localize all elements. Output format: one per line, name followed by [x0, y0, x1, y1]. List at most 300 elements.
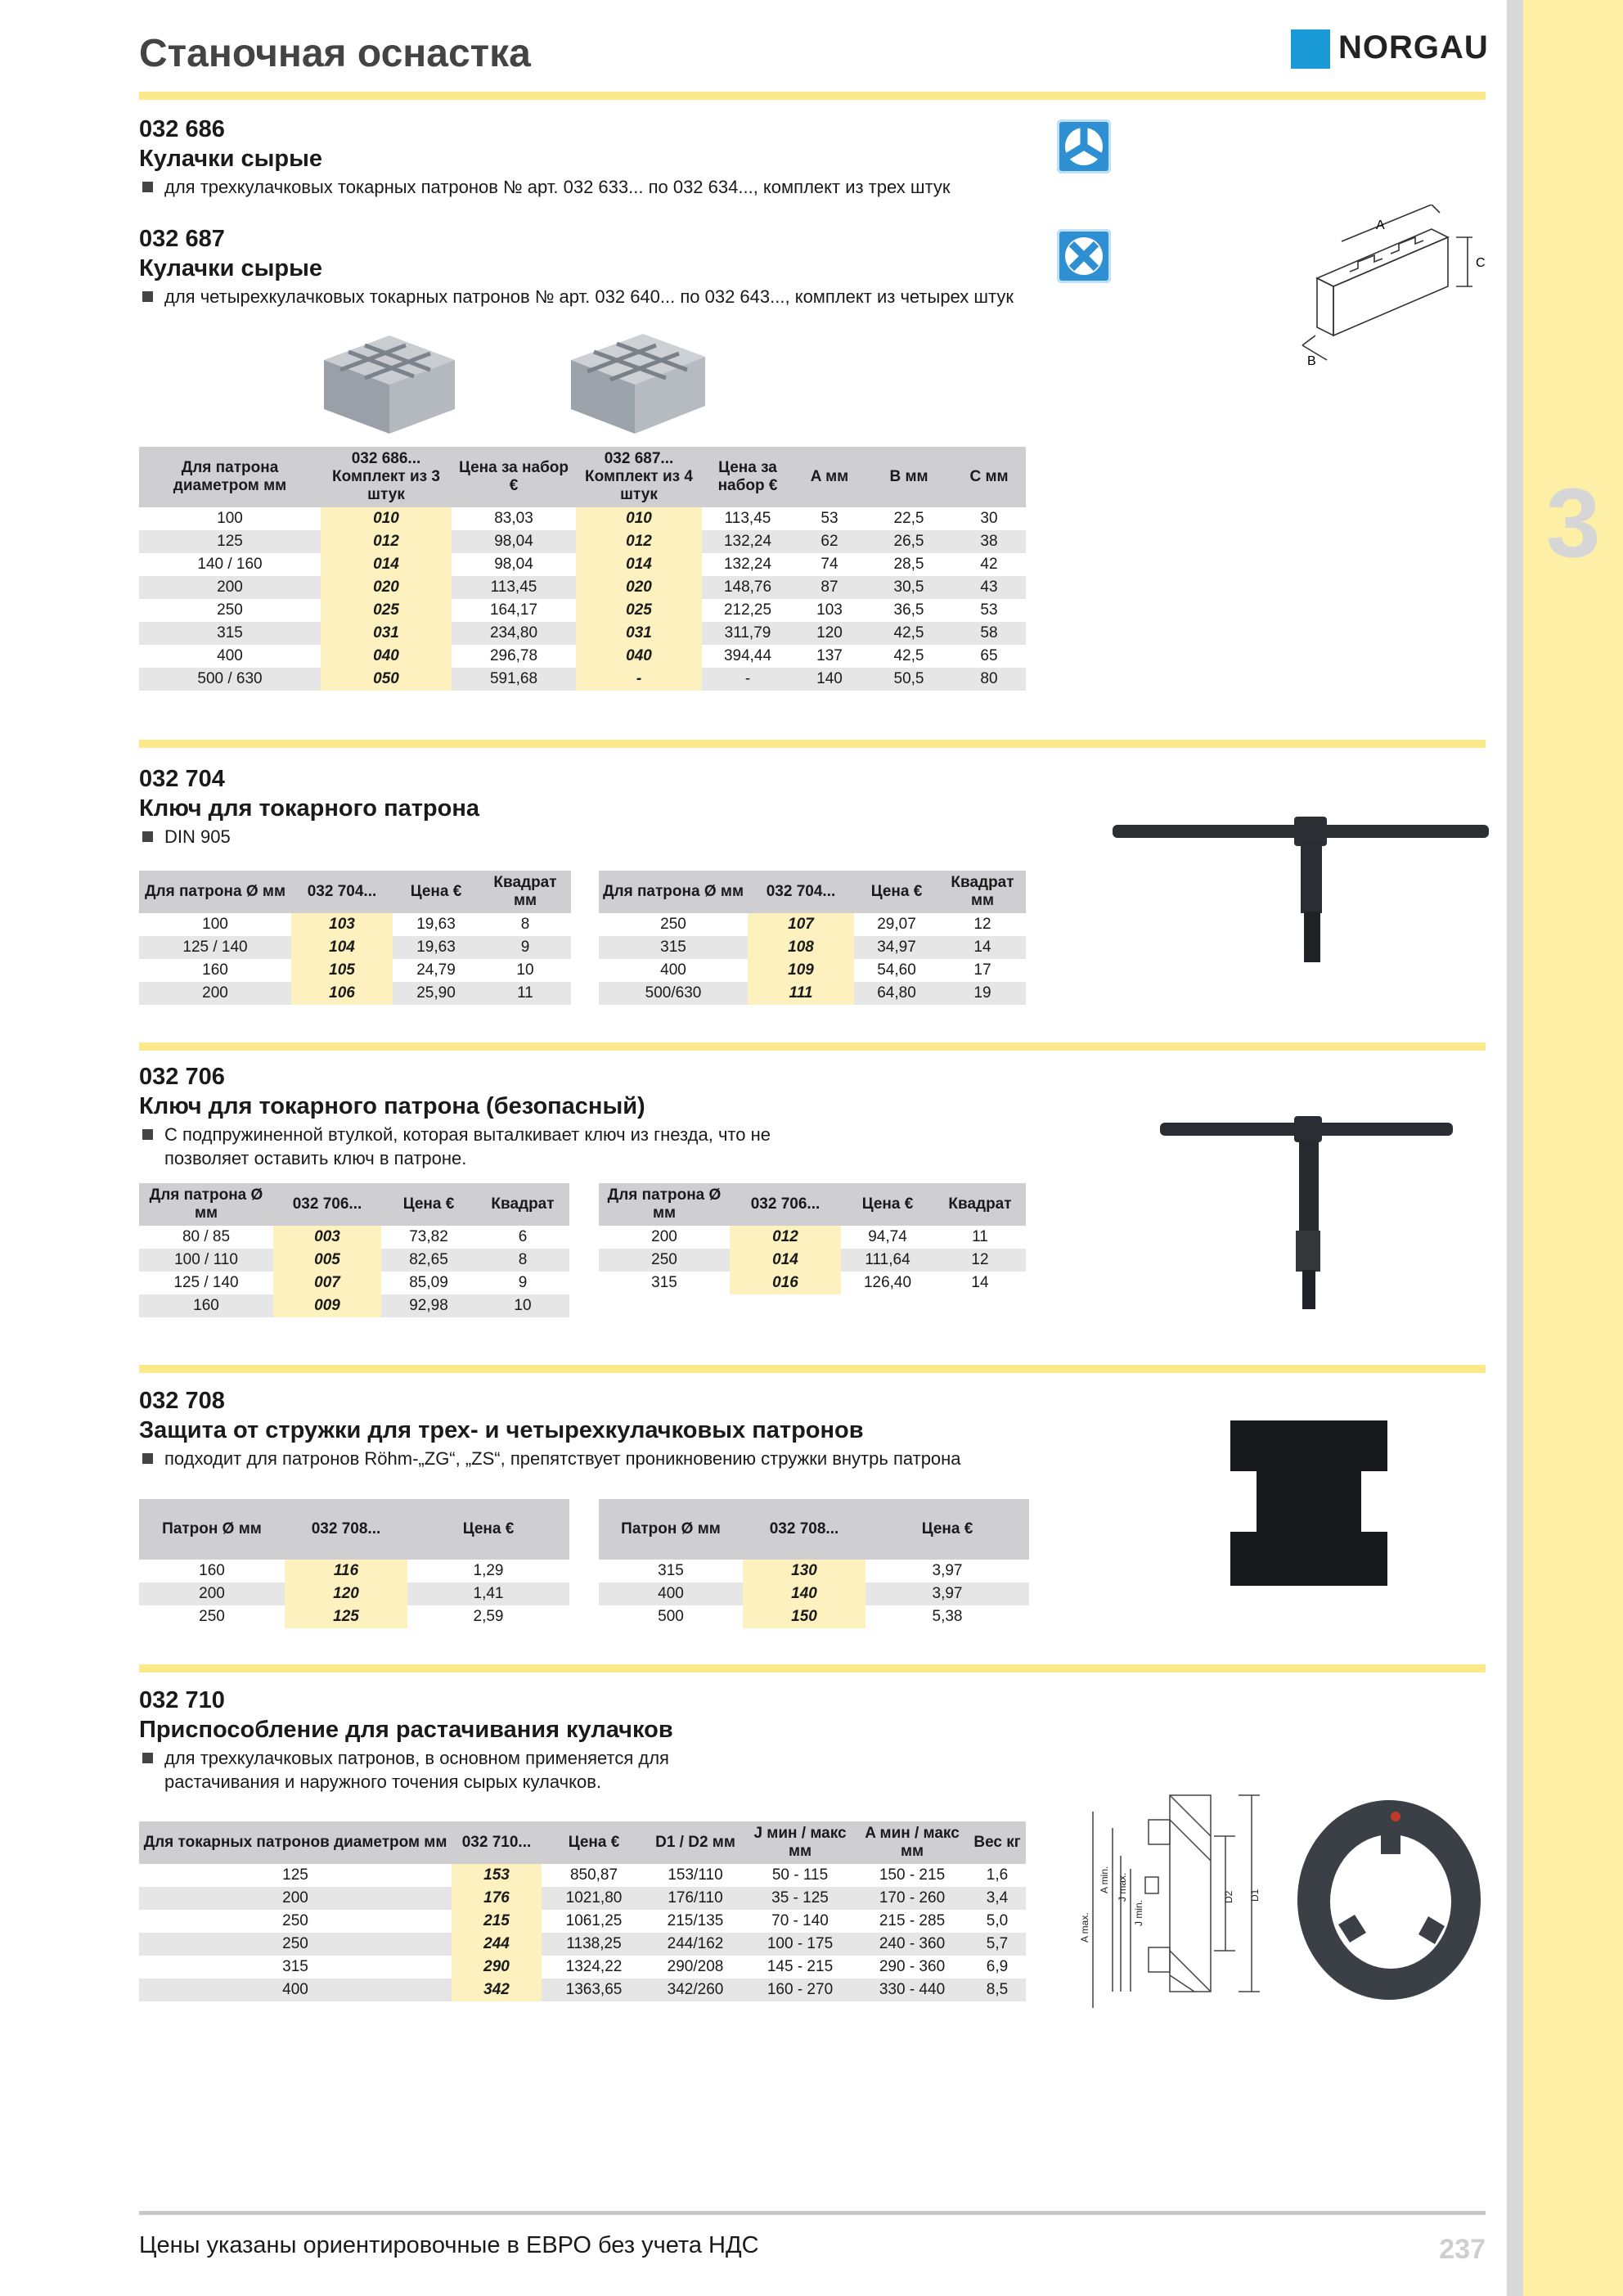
table-cell: 9 [518, 1274, 528, 1291]
col-header: A мм [794, 447, 865, 507]
table-cell: 58 [952, 622, 1026, 645]
table-row [599, 982, 1026, 1005]
boring-ring-table [139, 1821, 1026, 2001]
table-row [599, 1226, 1026, 1249]
order-code-cell: 109 [748, 959, 854, 982]
table-row [139, 1864, 1026, 1887]
table-row [139, 1560, 569, 1582]
table-cell: 400 [139, 1979, 452, 2001]
order-code-cell: 290 [452, 1956, 542, 1979]
col-header: Патрон Ø мм [599, 1499, 743, 1560]
table-cell: 111,64 [841, 1249, 934, 1272]
col-header: Цена € [393, 871, 479, 913]
brand-logo-square [1291, 29, 1330, 69]
order-code-cell: 020 [321, 576, 452, 599]
footer-divider [139, 2211, 1486, 2215]
table-cell: 54,60 [877, 961, 916, 979]
table-row [139, 1272, 569, 1294]
table-cell: 500 [658, 1608, 684, 1625]
chuck-key-photo [1109, 810, 1494, 974]
table-row [599, 1605, 1029, 1628]
order-code-cell: 031 [576, 622, 702, 645]
col-header: Цена € [381, 1183, 476, 1226]
order-code-cell: 020 [576, 576, 702, 599]
table-row [139, 576, 1026, 599]
brand-logo: NORGAU [1338, 29, 1489, 65]
table-cell: 26,5 [865, 530, 952, 553]
order-code-cell: 007 [273, 1272, 381, 1294]
table-cell: 240 - 360 [856, 1933, 969, 1956]
order-code-cell: 107 [748, 913, 854, 936]
table-cell: 160 [139, 1294, 273, 1317]
col-header: 032 686... Комплект из 3 штук [321, 447, 452, 507]
table-cell: 42,5 [893, 647, 924, 664]
order-code-cell: 012 [730, 1226, 841, 1249]
order-code-cell: 014 [576, 553, 702, 576]
diagram-label-j-min: J min. [1133, 1899, 1144, 1926]
col-header: Цена € [841, 1183, 934, 1226]
table-cell: 200 [139, 982, 291, 1005]
table-cell: 30,5 [865, 576, 952, 599]
table-cell: 70 - 140 [771, 1912, 829, 1929]
table-row [139, 1249, 569, 1272]
table-cell: 85,09 [409, 1274, 448, 1291]
table-row [139, 1933, 1026, 1956]
col-header: Для патрона Ø мм [139, 871, 291, 913]
order-code-cell: 130 [743, 1560, 865, 1582]
chuck-key-table-left [139, 871, 571, 1005]
table-row [139, 507, 1026, 530]
table-cell: 3,97 [865, 1582, 1029, 1605]
order-code-cell: 016 [730, 1272, 841, 1294]
table-row [139, 622, 1026, 645]
table-row [599, 936, 1026, 959]
table-cell: 6 [518, 1228, 528, 1245]
table-cell: - [702, 668, 794, 691]
table-row [139, 599, 1026, 622]
chuck-key-table-right [599, 871, 1026, 1005]
table-row [139, 1294, 569, 1317]
order-code-cell: 003 [273, 1226, 381, 1249]
col-header: 032 708... [743, 1499, 865, 1560]
table-cell: 30 [980, 510, 998, 527]
table-row [139, 1956, 1026, 1979]
jaws-table [139, 447, 1026, 691]
order-code-cell: 104 [291, 936, 393, 959]
table-cell: 28,5 [893, 556, 924, 573]
order-code-cell: 176 [452, 1887, 542, 1910]
table-cell: 113,45 [452, 576, 576, 599]
col-header: J мин / макс мм [744, 1821, 856, 1864]
safety-chuck-key-photo [1155, 1113, 1458, 1317]
table-cell: 100 [217, 510, 243, 527]
col-header: Вес кг [969, 1821, 1026, 1864]
table-cell: 315 [651, 1274, 677, 1291]
table-cell: 137 [816, 647, 843, 664]
diagram-label-d1: D1 [1249, 1889, 1261, 1902]
table-cell: 400 [660, 961, 686, 979]
table-cell: 290 - 360 [879, 1958, 946, 1975]
table-cell: 394,44 [723, 647, 772, 664]
table-row [139, 530, 1026, 553]
side-gray-band [1507, 0, 1523, 2296]
order-code-cell: 050 [321, 668, 452, 691]
table-cell: 160 [202, 961, 228, 979]
order-code-cell: 108 [748, 936, 854, 959]
col-header: 032 704... [748, 871, 854, 913]
table-cell: 50,5 [865, 668, 952, 691]
order-code-cell: 140 [743, 1582, 865, 1605]
col-header: 032 706... [273, 1183, 381, 1226]
divider [139, 1365, 1486, 1373]
article-code: 032 687 [139, 226, 225, 252]
order-code-cell: 009 [273, 1294, 381, 1317]
chip-guard-table-left [139, 1499, 569, 1628]
table-row [139, 959, 571, 982]
table-cell: 29,07 [877, 916, 916, 933]
table-cell: 1,41 [407, 1582, 569, 1605]
table-cell: 19,63 [416, 916, 456, 933]
table-cell: 126,40 [863, 1274, 912, 1291]
table-cell: 342/260 [646, 1979, 744, 2001]
safety-key-table-left [139, 1183, 569, 1317]
table-cell: 73,82 [409, 1228, 448, 1245]
table-cell: 100 [202, 916, 228, 933]
table-cell: 24,79 [416, 961, 456, 979]
order-code-cell: 150 [743, 1605, 865, 1628]
table-cell: 145 - 215 [767, 1958, 834, 1975]
table-cell: 1,29 [473, 1562, 504, 1579]
col-header: C мм [952, 447, 1026, 507]
table-cell: 315 [282, 1958, 308, 1975]
table-cell: 400 [217, 647, 243, 664]
table-cell: 125 / 140 [139, 936, 291, 959]
table-cell: 140 [794, 668, 865, 691]
table-cell: 311,79 [702, 622, 794, 645]
col-header: 032 687... Комплект из 4 штук [576, 447, 702, 507]
price-note: Цены указаны ориентировочные в ЕВРО без учета НДС [139, 2232, 759, 2258]
table-row [139, 1226, 569, 1249]
col-header: 032 708... [285, 1499, 407, 1560]
article-code: 032 704 [139, 766, 225, 792]
table-cell: 125 [282, 1866, 308, 1884]
diagram-label-a-max: A max. [1079, 1912, 1090, 1943]
table-cell: 8,5 [969, 1979, 1026, 2001]
article-code: 032 706 [139, 1064, 225, 1090]
safety-key-table-right [599, 1183, 1026, 1294]
soft-jaws-3-photo [316, 327, 463, 442]
table-cell: 94,74 [868, 1228, 907, 1245]
order-code-cell: 040 [321, 645, 452, 668]
order-code-cell: - [576, 668, 702, 691]
table-row [139, 913, 571, 936]
table-cell: 5,7 [969, 1933, 1026, 1956]
table-cell: 250 [660, 916, 686, 933]
table-cell: 43 [952, 576, 1026, 599]
col-header: Цена € [854, 871, 939, 913]
col-header: 032 704... [291, 871, 393, 913]
diagram-label-d2: D2 [1223, 1890, 1234, 1903]
table-cell: 5,38 [932, 1608, 963, 1625]
table-cell: 160 - 270 [744, 1979, 856, 2001]
table-cell: 12 [934, 1249, 1026, 1272]
table-cell: 9 [479, 936, 571, 959]
side-chapter-band [1523, 0, 1623, 2296]
dimension-label-b: B [1307, 354, 1316, 368]
col-header: B мм [865, 447, 952, 507]
col-header: Для токарных патронов диаметром мм [139, 1821, 452, 1864]
order-code-cell: 014 [730, 1249, 841, 1272]
table-row [139, 645, 1026, 668]
order-code-cell: 012 [576, 530, 702, 553]
table-cell: 148,76 [702, 576, 794, 599]
product-title: Кулачки сырые [139, 255, 323, 281]
table-cell: 164,17 [489, 601, 538, 619]
table-cell: 11 [479, 982, 571, 1005]
table-cell: 14 [971, 1274, 989, 1291]
table-row [599, 1272, 1026, 1294]
order-code-cell: 153 [452, 1864, 542, 1887]
col-header: Цена € [865, 1499, 1029, 1560]
table-cell: 92,98 [381, 1294, 476, 1317]
table-cell: 25,90 [393, 982, 479, 1005]
col-header: 032 710... [452, 1821, 542, 1864]
order-code-cell: 010 [321, 507, 452, 530]
table-cell: 1,6 [986, 1866, 1009, 1884]
page-number: 237 [1439, 2234, 1486, 2265]
col-header: Патрон Ø мм [139, 1499, 285, 1560]
product-title: Кулачки сырые [139, 146, 323, 172]
table-cell: 80 / 85 [182, 1228, 231, 1245]
table-row [599, 913, 1026, 936]
table-cell: 3,97 [932, 1562, 963, 1579]
table-cell: 125 / 140 [173, 1274, 239, 1291]
table-cell: 8 [476, 1249, 569, 1272]
table-cell: 200 [139, 1887, 452, 1910]
table-cell: 500/630 [599, 982, 748, 1005]
table-cell: 42,5 [865, 622, 952, 645]
table-row [599, 1582, 1029, 1605]
table-cell: 120 [794, 622, 865, 645]
table-cell: 103 [816, 601, 843, 619]
table-cell: 19,63 [393, 936, 479, 959]
order-code-cell: 005 [273, 1249, 381, 1272]
table-row [599, 959, 1026, 982]
divider [139, 740, 1486, 748]
product-title: Приспособление для растачивания кулачков [139, 1717, 673, 1743]
table-cell: 250 [199, 1608, 225, 1625]
table-cell: 11 [972, 1228, 988, 1245]
table-cell: 315 [658, 1562, 684, 1579]
chapter-number: 3 [1545, 468, 1601, 578]
table-cell: 591,68 [452, 668, 576, 691]
product-title: Ключ для токарного патрона [139, 795, 479, 822]
col-header: Для патрона Ø мм [139, 1183, 273, 1226]
table-cell: 176/110 [646, 1887, 744, 1910]
table-cell: 14 [939, 936, 1026, 959]
table-cell: 170 - 260 [856, 1887, 969, 1910]
product-title: Ключ для токарного патрона (безопасный) [139, 1093, 645, 1119]
table-cell: 36,5 [893, 601, 924, 619]
product-description: для трехкулачковых токарных патронов № арт. 032 633... по 032 634..., комплект из трех штук [142, 175, 950, 199]
article-code: 032 686 [139, 116, 225, 142]
table-cell: 330 - 440 [856, 1979, 969, 2001]
order-code-cell: 106 [291, 982, 393, 1005]
order-code-cell: 105 [291, 959, 393, 982]
table-cell: 200 [139, 576, 321, 599]
table-cell: 22,5 [893, 510, 924, 527]
table-cell: 212,25 [723, 601, 772, 619]
table-cell: 6,9 [986, 1958, 1009, 1975]
table-cell: 250 [282, 1912, 308, 1929]
order-code-cell: 103 [291, 913, 393, 936]
table-row [139, 1605, 569, 1628]
col-header: Квадрат мм [479, 871, 571, 913]
product-description: DIN 905 [142, 825, 231, 849]
table-cell: 98,04 [494, 556, 533, 573]
table-cell: 500 / 630 [139, 668, 321, 691]
table-row [139, 553, 1026, 576]
col-header: Для патрона Ø мм [599, 1183, 730, 1226]
soft-jaws-4-photo [564, 324, 712, 442]
table-cell: 12 [973, 916, 991, 933]
product-description: для четырехкулачковых токарных патронов № арт. 032 640... по 032 643..., комплект из четырех штук [142, 285, 1014, 308]
table-cell: 35 - 125 [744, 1887, 856, 1910]
col-header: Квадрат [476, 1183, 569, 1226]
product-description: для трехкулачковых патронов, в основном применяется для растачивания и наружного точения сырых кулачков. [142, 1746, 669, 1794]
table-row [599, 1249, 1026, 1272]
order-code-cell: 025 [321, 599, 452, 622]
order-code-cell: 012 [321, 530, 452, 553]
article-code: 032 710 [139, 1687, 225, 1713]
table-cell: 1061,25 [565, 1912, 623, 1929]
table-cell: 19 [939, 982, 1026, 1005]
table-cell: 234,80 [452, 622, 576, 645]
table-cell: 38 [952, 530, 1026, 553]
order-code-cell: 120 [285, 1582, 407, 1605]
col-header: Цена € [407, 1499, 569, 1560]
table-cell: 42 [980, 556, 998, 573]
table-cell: 250 [599, 1249, 730, 1272]
table-cell: 1138,25 [542, 1933, 646, 1956]
page-title: Станочная оснастка [139, 32, 531, 75]
table-cell: 98,04 [452, 530, 576, 553]
table-cell: 65 [980, 647, 998, 664]
table-cell: 1363,65 [542, 1979, 646, 2001]
table-cell: 244/162 [646, 1933, 744, 1956]
table-cell: 290/208 [667, 1958, 724, 1975]
table-cell: 250 [139, 1933, 452, 1956]
table-cell: 64,80 [854, 982, 939, 1005]
order-code-cell: 125 [285, 1605, 407, 1628]
table-cell: 82,65 [381, 1249, 476, 1272]
table-row [139, 1910, 1026, 1933]
diagram-label-j-max: J max. [1117, 1872, 1128, 1902]
table-cell: 2,59 [473, 1608, 504, 1625]
table-cell: 113,45 [724, 510, 771, 527]
col-header: Цена за набор € [452, 447, 576, 507]
diagram-label-a-min: A min. [1099, 1866, 1110, 1893]
product-description: С подпружиненной втулкой, которая выталкивает ключ из гнезда, что не позволяет оставить ключ в патроне. [142, 1123, 771, 1170]
table-row [599, 1560, 1029, 1582]
table-cell: 83,03 [494, 510, 533, 527]
boring-ring-drawing [1063, 1787, 1268, 2024]
table-cell: 62 [794, 530, 865, 553]
table-row [139, 1582, 569, 1605]
jaw-dimension-drawing [1284, 205, 1497, 385]
table-cell: 215/135 [667, 1912, 724, 1929]
table-cell: 10 [516, 961, 534, 979]
table-cell: 150 - 215 [879, 1866, 946, 1884]
col-header: A мин / макс мм [856, 1821, 969, 1864]
table-cell: 1021,80 [542, 1887, 646, 1910]
table-cell: 34,97 [854, 936, 939, 959]
col-header: Цена € [542, 1821, 646, 1864]
order-code-cell: 010 [576, 507, 702, 530]
col-header: Для патрона диаметром мм [139, 447, 321, 507]
table-cell: 17 [973, 961, 991, 979]
table-cell: 160 [199, 1562, 225, 1579]
order-code-cell: 215 [452, 1910, 542, 1933]
table-cell: 200 [651, 1228, 677, 1245]
boring-ring-photo [1291, 1794, 1487, 2006]
table-cell: 140 / 160 [197, 556, 263, 573]
table-cell: 132,24 [723, 556, 772, 573]
table-cell: 100 / 110 [139, 1249, 273, 1272]
four-jaw-chuck-icon [1057, 229, 1111, 283]
col-header: Цена за набор € [702, 447, 794, 507]
table-cell: 50 - 115 [771, 1866, 829, 1884]
table-row [139, 668, 1026, 691]
table-cell: 100 - 175 [744, 1933, 856, 1956]
col-header: D1 / D2 мм [646, 1821, 744, 1864]
table-cell: 400 [599, 1582, 743, 1605]
order-code-cell: 111 [748, 982, 854, 1005]
table-cell: 850,87 [569, 1866, 618, 1884]
table-cell: 10 [476, 1294, 569, 1317]
order-code-cell: 342 [452, 1979, 542, 2001]
order-code-cell: 244 [452, 1933, 542, 1956]
divider [139, 1664, 1486, 1672]
product-description: подходит для патронов Röhm-„ZG“, „ZS“, препятствует проникновению стружки внутрь патрона [142, 1447, 961, 1470]
order-code-cell: 116 [285, 1560, 407, 1582]
table-cell: 215 - 285 [879, 1912, 946, 1929]
divider [139, 1042, 1486, 1051]
table-row [139, 936, 571, 959]
table-cell: 3,4 [969, 1887, 1026, 1910]
col-header: Квадрат [934, 1183, 1026, 1226]
table-cell: 296,78 [489, 647, 538, 664]
table-cell: 1324,22 [565, 1958, 623, 1975]
order-code-cell: 014 [321, 553, 452, 576]
col-header: 032 706... [730, 1183, 841, 1226]
product-title: Защита от стружки для трех- и четырехкулачковых патронов [139, 1417, 864, 1443]
table-cell: 132,24 [702, 530, 794, 553]
order-code-cell: 031 [321, 622, 452, 645]
table-cell: 80 [952, 668, 1026, 691]
table-cell: 74 [820, 556, 838, 573]
table-cell: 53 [980, 601, 998, 619]
table-row [139, 982, 571, 1005]
table-row [139, 1887, 1026, 1910]
table-cell: 8 [520, 916, 530, 933]
table-cell: 5,0 [986, 1912, 1009, 1929]
chip-guard-table-right [599, 1499, 1029, 1628]
table-cell: 250 [217, 601, 243, 619]
table-row [139, 1979, 1026, 2001]
dimension-label-a: A [1376, 218, 1385, 232]
article-code: 032 708 [139, 1388, 225, 1414]
